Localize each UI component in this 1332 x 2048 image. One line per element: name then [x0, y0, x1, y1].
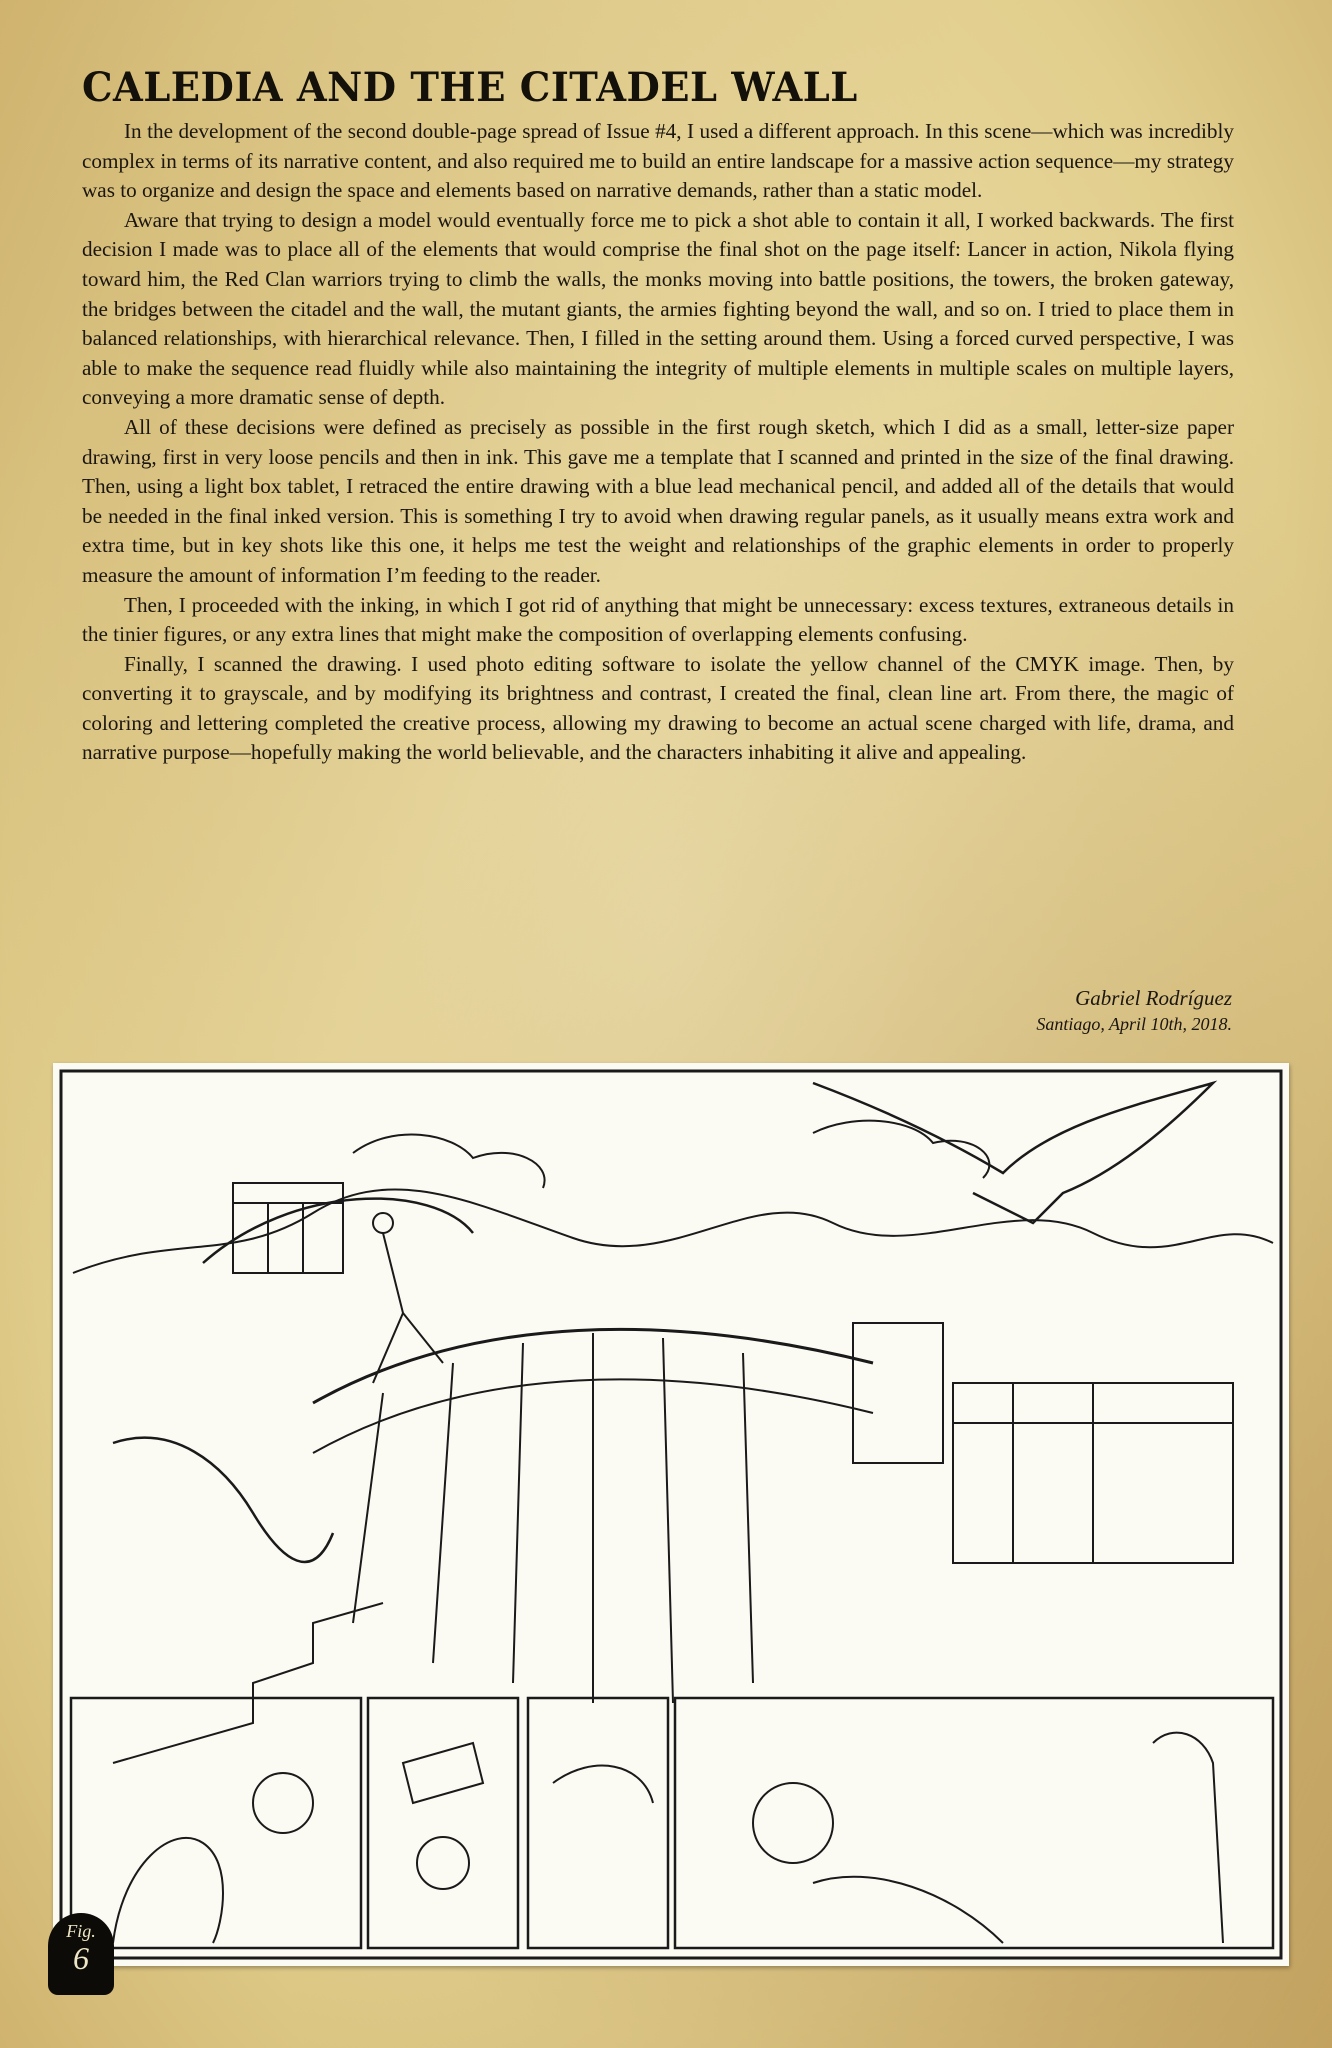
figure-number: 6 — [73, 1940, 89, 1976]
paragraph: Aware that trying to design a model would eventually force me to pick a shot able to contain it all, I worked backwards. The first decision I made was to place all of the elements that would comprise the final shot on the page itself: Lancer in action, Nikola flying toward him, the Red Clan warriors trying to climb the walls, the monks moving into battle positions, the towers, the broken gateway, the bridges between the citadel and the wall, the mutant giants, the armies fighting beyond the wall, and so on. I tried to place them in balanced relationships, with hierarchical relevance. Then, I filled in the setting around them. Using a forced curved perspective, I was able to make the sequence read fluidly while also maintaining the integrity of multiple elements in multiple scales on multiple layers, conveying a more dramatic sense of depth. — [82, 207, 1234, 410]
sub-panel — [368, 1698, 518, 1948]
lance-arc — [203, 1199, 473, 1263]
wall-buttresses — [353, 1333, 753, 1703]
citadel-tower — [853, 1323, 943, 1463]
signature-block — [1036, 984, 1232, 1036]
stairs — [113, 1603, 383, 1763]
sub-panel — [71, 1698, 361, 1948]
paragraph: Finally, I scanned the drawing. I used photo editing software to isolate the yellow channel of the CMYK image. Then, by converting it to grayscale, and by modifying its brightness and contrast, I created the final, clean line art. From there, the magic of coloring and lettering completed the creative process, allowing my drawing to become an actual scene charged with life, drama, and narrative purpose—hopefully making the world believable, and the characters inhabiting it alive and appealing. — [82, 651, 1234, 765]
fallen-creature — [113, 1438, 333, 1562]
place-date: Santiago, April 10th, 2018. — [1036, 1014, 1232, 1034]
water-tower — [233, 1183, 343, 1273]
author-name: Gabriel Rodríguez — [1075, 986, 1232, 1010]
line-art-illustration — [53, 1063, 1289, 1966]
flying-creature — [813, 1083, 1213, 1223]
paragraph: Then, I proceeded with the inking, in which I got rid of anything that might be unnecessary: excess textures, extraneous details in the tinier figures, or any extra lines that might make the composition of overlapping elements confusing. — [82, 592, 1234, 647]
sub-panel — [528, 1698, 668, 1948]
figure-badge — [48, 1913, 114, 1995]
paragraph: In the development of the second double-page spread of Issue #4, I used a different approach. In this scene—which was incredibly complex in terms of its narrative content, and also required me to build an entire landscape for a massive action sequence—my strategy was to organize and design the space and elements based on narrative demands, rather than a static model. — [82, 119, 1234, 203]
article-body — [82, 117, 1234, 768]
page-title: CALEDIA AND THE CITADEL WALL — [82, 64, 858, 111]
panel-border — [61, 1071, 1281, 1958]
figure-label: Fig. — [66, 1921, 96, 1941]
sub-panel — [675, 1698, 1273, 1948]
cloud — [353, 1134, 545, 1188]
paragraph: All of these decisions were defined as precisely as possible in the first rough sketch, which I did as a small, letter-size paper drawing, first in very loose pencils and then in ink. This gave me a template that I scanned and printed in the size of the final drawing. Then, using a light box tablet, I retraced the entire drawing with a blue lead mechanical pencil, and added all of the details that would be needed in the final inked version. This is something I try to avoid when drawing regular panels, as it usually means extra work and extra time, but in key shots like this one, it helps me test the weight and relationships of the graphic elements in order to properly measure the amount of information I’m feeding to the reader. — [82, 414, 1234, 587]
line-art-figure — [53, 1063, 1289, 1966]
